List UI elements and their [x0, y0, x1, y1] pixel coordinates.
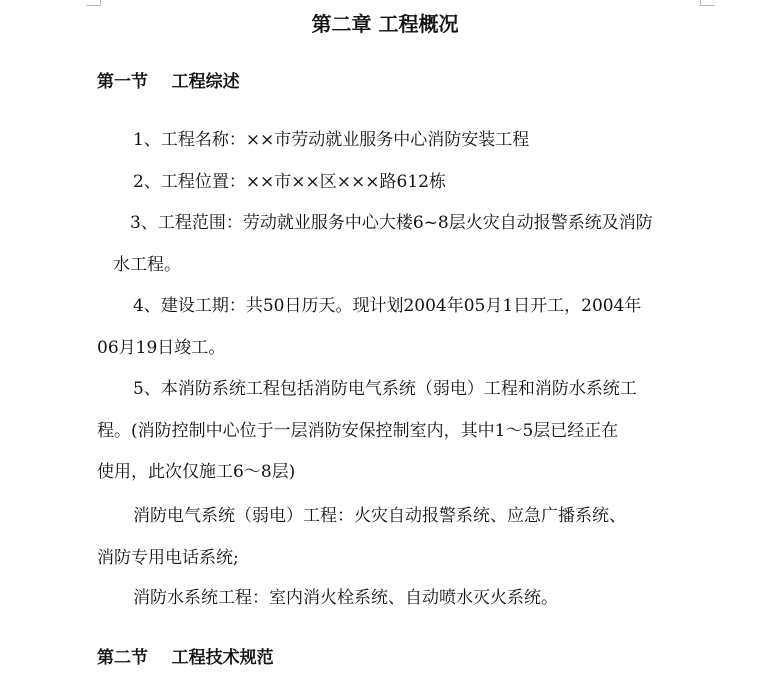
paragraph-line: 消防水系统工程：室内消火栓系统、自动喷水灭火系统。 — [133, 588, 558, 608]
paragraph-project-name — [97, 120, 709, 162]
section-heading-technical-standards: 第二节 工程技术规范 — [97, 648, 274, 668]
paragraph-line: 水工程。 — [113, 254, 181, 275]
paragraph-project-scope — [97, 203, 709, 286]
paragraph-line: 2、工程位置：××市××区×××路612栋 — [133, 172, 446, 192]
page-corner-mark-left — [86, 0, 101, 6]
paragraph-line: 程。(消防控制中心位于一层消防安保控制室内，其中1～5层已经正在 — [97, 420, 619, 441]
paragraph-line: 5、本消防系统工程包括消防电气系统（弱电）工程和消防水系统工 — [133, 379, 637, 399]
section-heading-overview: 第一节 工程综述 — [97, 72, 240, 92]
paragraph-project-location — [97, 162, 709, 204]
paragraph-line: 3、工程范围：劳动就业服务中心大楼6~8层火灾自动报警系统及消防 — [130, 213, 653, 233]
paragraph-water-system — [97, 578, 709, 620]
chapter-title: 第二章 工程概况 — [311, 12, 459, 36]
paragraph-line: 4、建设工期：共50日历天。现计划2004年05月1日开工，2004年 — [133, 296, 642, 316]
paragraph-electrical-system — [97, 496, 709, 579]
paragraph-line: 1、工程名称：××市劳动就业服务中心消防安装工程 — [133, 130, 530, 150]
paragraph-line: 06月19日竣工。 — [97, 337, 226, 358]
paragraph-system-contents — [97, 369, 709, 494]
paragraph-line: 消防专用电话系统; — [97, 547, 239, 568]
paragraph-construction-period — [97, 286, 709, 369]
paragraph-line: 使用，此次仅施工6～8层) — [97, 462, 296, 482]
paragraph-line: 消防电气系统（弱电）工程：火灾自动报警系统、应急广播系统、 — [133, 506, 626, 526]
page-corner-mark-right — [700, 0, 715, 6]
